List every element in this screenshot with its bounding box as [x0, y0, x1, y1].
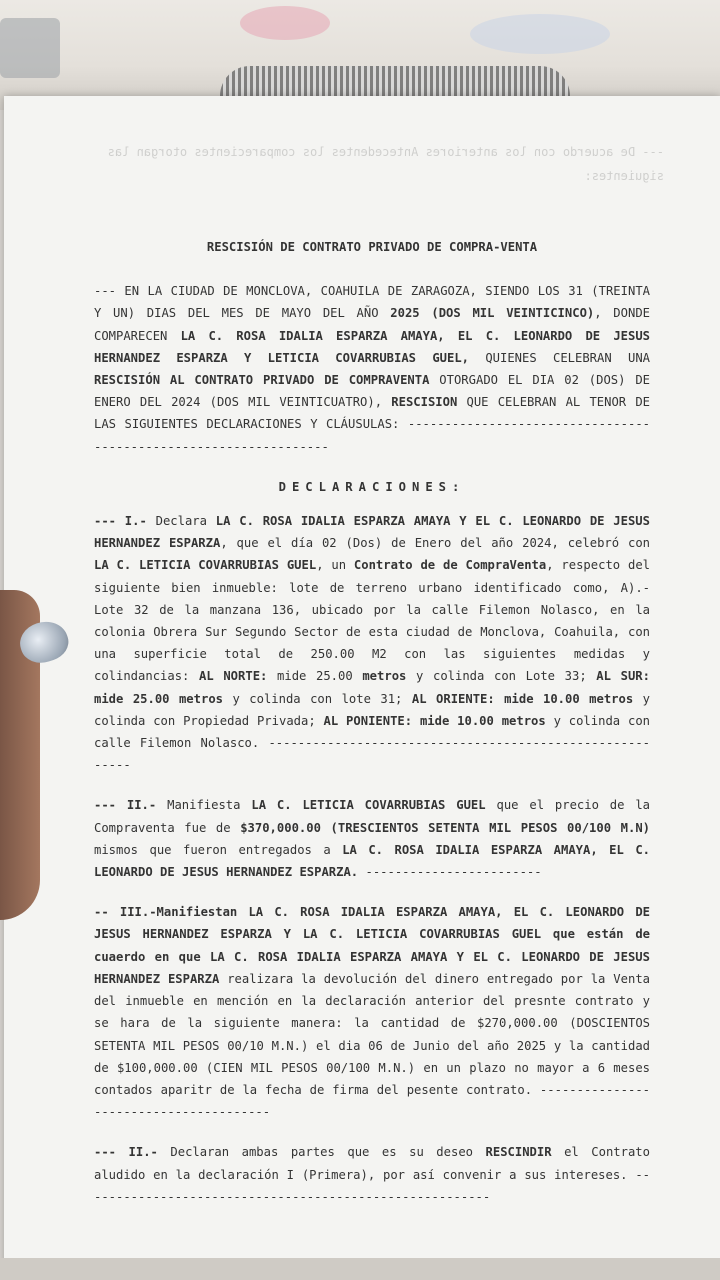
text-run: AL PONIENTE: mide 10.00 metros — [323, 713, 546, 728]
text-run: Declaran ambas partes que es su deseo — [170, 1145, 486, 1160]
text-run: LA C. LETICIA COVARRUBIAS GUEL — [94, 558, 317, 573]
text-run: $370,000.00 (TRESCIENTOS SETENTA MIL PESOS 00/100 M.N) — [240, 820, 650, 835]
text-run: --- II.- — [94, 798, 168, 813]
text-run: QUIENES CELEBRAN UNA — [469, 350, 650, 365]
declaration-2 — [94, 794, 650, 883]
binder-clip — [220, 66, 570, 100]
text-run: LA C. ROSA IDALIA ESPARZA AMAYA, EL C. LEONARDO DE JESUS HERNANDEZ ESPARZA. — [94, 842, 651, 880]
background-decoration — [470, 14, 610, 54]
text-run: Declara — [155, 514, 216, 529]
text-run: RESCISIÓN AL CONTRATO PRIVADO DE COMPRAVENTA — [94, 373, 430, 388]
text-run: RESCISION — [391, 395, 458, 410]
text-run: --- II.- — [94, 1145, 171, 1160]
text-run: 2025 — [390, 306, 420, 321]
text-run: LA C. ROSA IDALIA ESPARZA AMAYA, EL C. LEONARDO DE JESUS HERNANDEZ ESPARZA Y LETICIA COVARRUBIAS GUEL, — [94, 328, 651, 365]
document-body — [94, 236, 650, 1226]
background-decoration — [0, 18, 60, 78]
text-run: --- EN LA CIUDAD DE MONCLOVA, COAHUILA DE ZARAGOZA, SIENDO LOS 31 (TREINTA Y UN) DIAS DEL MES DE MAYO DEL AÑO — [94, 284, 650, 321]
text-run: , que el día 02 (Dos) de Enero del año 2024, celebró con — [220, 536, 650, 551]
text-run: , un — [316, 558, 354, 573]
text-run: Contrato de de CompraVenta — [353, 558, 547, 573]
text-run: LA C. ROSA IDALIA ESPARZA AMAYA Y EL C. LEONARDO DE JESUS HERNANDEZ ESPARZA — [94, 514, 650, 551]
declaration-1 — [94, 510, 650, 776]
text-run: el Contrato aludido en la declaración I (Primera), por así convenir a sus intereses. -------------------------------------------------------- — [94, 1145, 650, 1204]
text-run: , DONDE COMPARECEN — [94, 306, 650, 343]
text-run: ------------------------ — [358, 865, 542, 880]
text-run: y colinda con Lote 33; — [406, 669, 597, 684]
background-edge — [0, 1258, 720, 1280]
text-run: , respecto del siguiente bien inmueble: lote de terreno urbano identificado como, A).- Lote 32 de la manzana 136, ubicado por la calle Filemon Nolasco, en la colonia Obrera Sur Segundo Sector de esta ciudad de Monclova, Coahuila, con una superficie total de 250.00 M2 con las siguientes medidas y colindancias: — [94, 558, 650, 684]
declarations-heading: DECLARACIONES: — [278, 479, 466, 494]
text-run: --- I.- — [94, 514, 156, 529]
text-run: realizara la devolución del dinero entregado por la Venta del inmueble en mención en la declaración anterior del presnte contrato y se hara de la siguiente manera: la cantidad de $270,000.00 (DOSCIENTOS SETENTA MIL PESOS 00/10 M.N.) el dia 06 de Junio del año 2025 y la cantidad de $100,000.00 (CIEN MIL PESOS 00/100 M.N.) en un plazo no mayor a 6 meses contados aparitr de la fecha de firma del pesente contrato. --------------------------------------- — [94, 971, 650, 1120]
text-run: y colinda con lote 31; — [223, 691, 412, 706]
background-decoration — [240, 6, 330, 40]
text-run: mismos que fueron entregados a — [94, 842, 343, 857]
declaration-3 — [94, 901, 650, 1123]
text-run: y colinda con Propiedad Privada; — [94, 691, 650, 728]
text-run: que el precio de la Compraventa fue de — [94, 798, 651, 835]
text-run: (DOS MIL VEINTICINCO) — [419, 306, 595, 321]
text-run: AL NORTE: — [199, 669, 268, 684]
text-run: AL ORIENTE: mide 10.00 metros — [411, 691, 634, 706]
text-run: Manifiesta — [167, 798, 252, 813]
text-run: AL SUR: mide 25.00 metros — [94, 669, 650, 706]
text-run: metros — [362, 669, 407, 684]
intro-paragraph — [94, 280, 650, 458]
document-title: RESCISIÓN DE CONTRATO PRIVADO DE COMPRA-VENTA — [206, 240, 538, 254]
bleed-through-text: --- De acuerdo con los anteriores Antecedentes los comparecientes otorgan las siguientes: — [107, 145, 664, 183]
text-run: RESCINDIR — [485, 1145, 552, 1160]
text-run: OTORGADO EL DIA 02 (DOS) DE ENERO DEL 2024 (DOS MIL VEINTICUATRO), — [94, 373, 650, 410]
text-run: y colinda con calle Filemon Nolasco. --------------------------------------------------------- — [94, 713, 650, 773]
declaration-4 — [94, 1141, 650, 1208]
text-run: -- III.-Manifiestan LA C. ROSA IDALIA ESPARZA AMAYA, EL C. LEONARDO DE JESUS HERNANDEZ ESPARZA Y LA C. LETICIA COVARRUBIAS GUEL que están de cuaerdo en que LA C. ROSA IDALIA ESPARZA AMAYA Y EL C. LEONARDO DE JESUS HERNANDEZ ESPARZA — [94, 905, 650, 986]
text-run: QUE CELEBRAN AL TENOR DE LAS SIGUIENTES DECLARACIONES Y CLÁUSULAS: ----------------------------------------------------------------- — [94, 395, 650, 454]
text-run: mide 25.00 — [267, 669, 363, 684]
text-run: LA C. LETICIA COVARRUBIAS GUEL — [251, 798, 486, 813]
